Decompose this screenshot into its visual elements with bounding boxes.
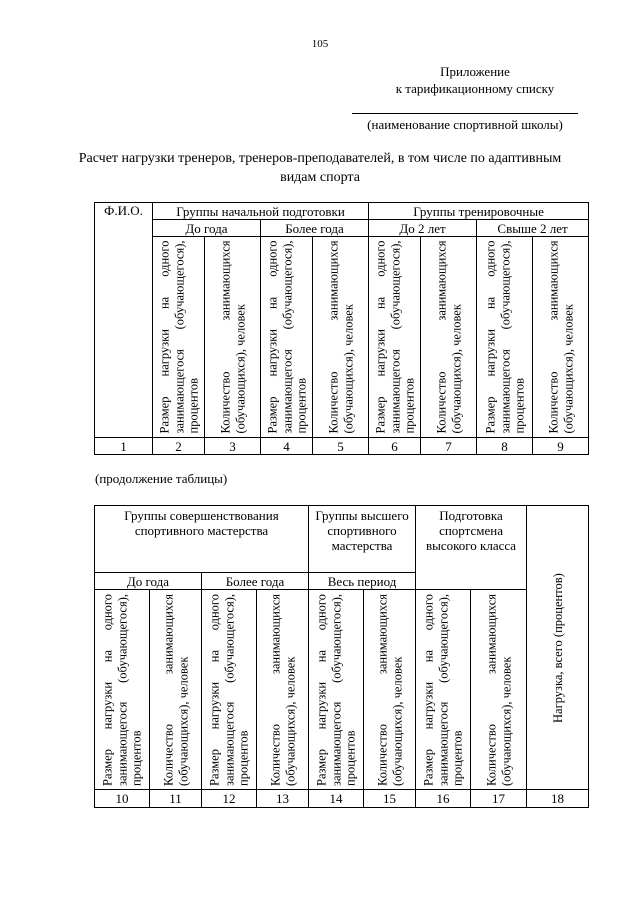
column-number: 12 — [202, 790, 257, 808]
header-sub: Более года — [202, 573, 309, 590]
header-load-size — [153, 237, 205, 438]
column-number: 5 — [313, 438, 369, 455]
appendix-subtitle: к тарификационному списку — [395, 81, 555, 96]
column-number: 11 — [150, 790, 202, 808]
column-number: 2 — [153, 438, 205, 455]
header-load-size-text: Размер нагрузки на одного занимающегося (обучающегося), процентов — [264, 240, 308, 434]
header-load-size — [261, 237, 313, 438]
column-number: 4 — [261, 438, 313, 455]
header-count-text: Количество занимающихся (обучающихся), человек — [375, 593, 404, 786]
column-number: 8 — [477, 438, 533, 455]
header-training-groups: Группы тренировочные — [369, 203, 589, 220]
header-count — [421, 237, 477, 438]
column-number: 13 — [257, 790, 309, 808]
column-number: 7 — [421, 438, 477, 455]
column-number: 3 — [205, 438, 261, 455]
header-higher-mastery-groups: Группы высшего спортивного мастерства — [309, 506, 416, 573]
header-sub: Более года — [261, 220, 369, 237]
header-load-size — [416, 590, 471, 790]
header-count — [364, 590, 416, 790]
header-load-size-text: Размер нагрузки на одного занимающегося (обучающегося), процентов — [314, 593, 358, 786]
header-load-size — [369, 237, 421, 438]
appendix-title: Приложение — [440, 64, 510, 79]
column-number: 16 — [416, 790, 471, 808]
header-sub: До года — [95, 573, 202, 590]
header-count — [471, 590, 527, 790]
document-title: Расчет нагрузки тренеров, тренеров-преподавателей, в том числе по адаптивным видам спорта — [78, 151, 562, 185]
column-number: 15 — [364, 790, 416, 808]
header-load-size-text: Размер нагрузки на одного занимающегося (обучающегося), процентов — [207, 593, 251, 786]
column-number: 1 — [95, 438, 153, 455]
column-number: 18 — [527, 790, 589, 808]
header-load-size — [477, 237, 533, 438]
header-total-load — [527, 506, 589, 790]
school-name-caption: (наименование спортивной школы) — [367, 117, 563, 132]
header-sub: До 2 лет — [369, 220, 477, 237]
column-number: 17 — [471, 790, 527, 808]
header-count — [313, 237, 369, 438]
header-load-size-text: Размер нагрузки на одного занимающегося (обучающегося), процентов — [421, 593, 465, 786]
header-count-text: Количество занимающихся (обучающихся), человек — [161, 593, 190, 786]
column-number: 6 — [369, 438, 421, 455]
column-number: 14 — [309, 790, 364, 808]
column-number: 9 — [533, 438, 589, 455]
page-number: 105 — [311, 38, 329, 50]
header-count-text: Количество занимающихся (обучающихся), человек — [434, 240, 463, 434]
header-count-text: Количество занимающихся (обучающихся), человек — [484, 593, 513, 786]
header-count-text: Количество занимающихся (обучающихся), человек — [546, 240, 575, 434]
column-number: 10 — [95, 790, 150, 808]
header-sub: Весь период — [309, 573, 416, 590]
header-load-size — [202, 590, 257, 790]
header-count-text: Количество занимающихся (обучающихся), человек — [218, 240, 247, 434]
header-improvement-groups: Группы совершенствования спортивного мастерства — [95, 506, 309, 573]
header-count — [533, 237, 589, 438]
header-initial-groups: Группы начальной подготовки — [153, 203, 369, 220]
header-count — [257, 590, 309, 790]
header-load-size-text: Размер нагрузки на одного занимающегося (обучающегося), процентов — [156, 240, 200, 434]
header-count-text: Количество занимающихся (обучающихся), человек — [268, 593, 297, 786]
header-elite-preparation: Подготовка спортсмена высокого класса — [416, 506, 527, 590]
header-fio: Ф.И.О. — [95, 203, 153, 438]
header-load-size-text: Размер нагрузки на одного занимающегося (обучающегося), процентов — [372, 240, 416, 434]
header-count-text: Количество занимающихся (обучающихся), человек — [326, 240, 355, 434]
load-table-part1 — [94, 202, 589, 455]
school-name-line — [352, 113, 578, 114]
header-load-size-text: Размер нагрузки на одного занимающегося (обучающегося), процентов — [100, 593, 144, 786]
header-total-load-text: Нагрузка, всего (процентов) — [550, 572, 565, 723]
header-load-size — [309, 590, 364, 790]
header-count — [150, 590, 202, 790]
header-sub: Свыше 2 лет — [477, 220, 589, 237]
table-continuation-note: (продолжение таблицы) — [95, 471, 228, 486]
header-load-size-text: Размер нагрузки на одного занимающегося (обучающегося), процентов — [482, 240, 526, 434]
header-load-size — [95, 590, 150, 790]
header-count — [205, 237, 261, 438]
load-table-part2 — [94, 505, 589, 808]
header-sub: До года — [153, 220, 261, 237]
